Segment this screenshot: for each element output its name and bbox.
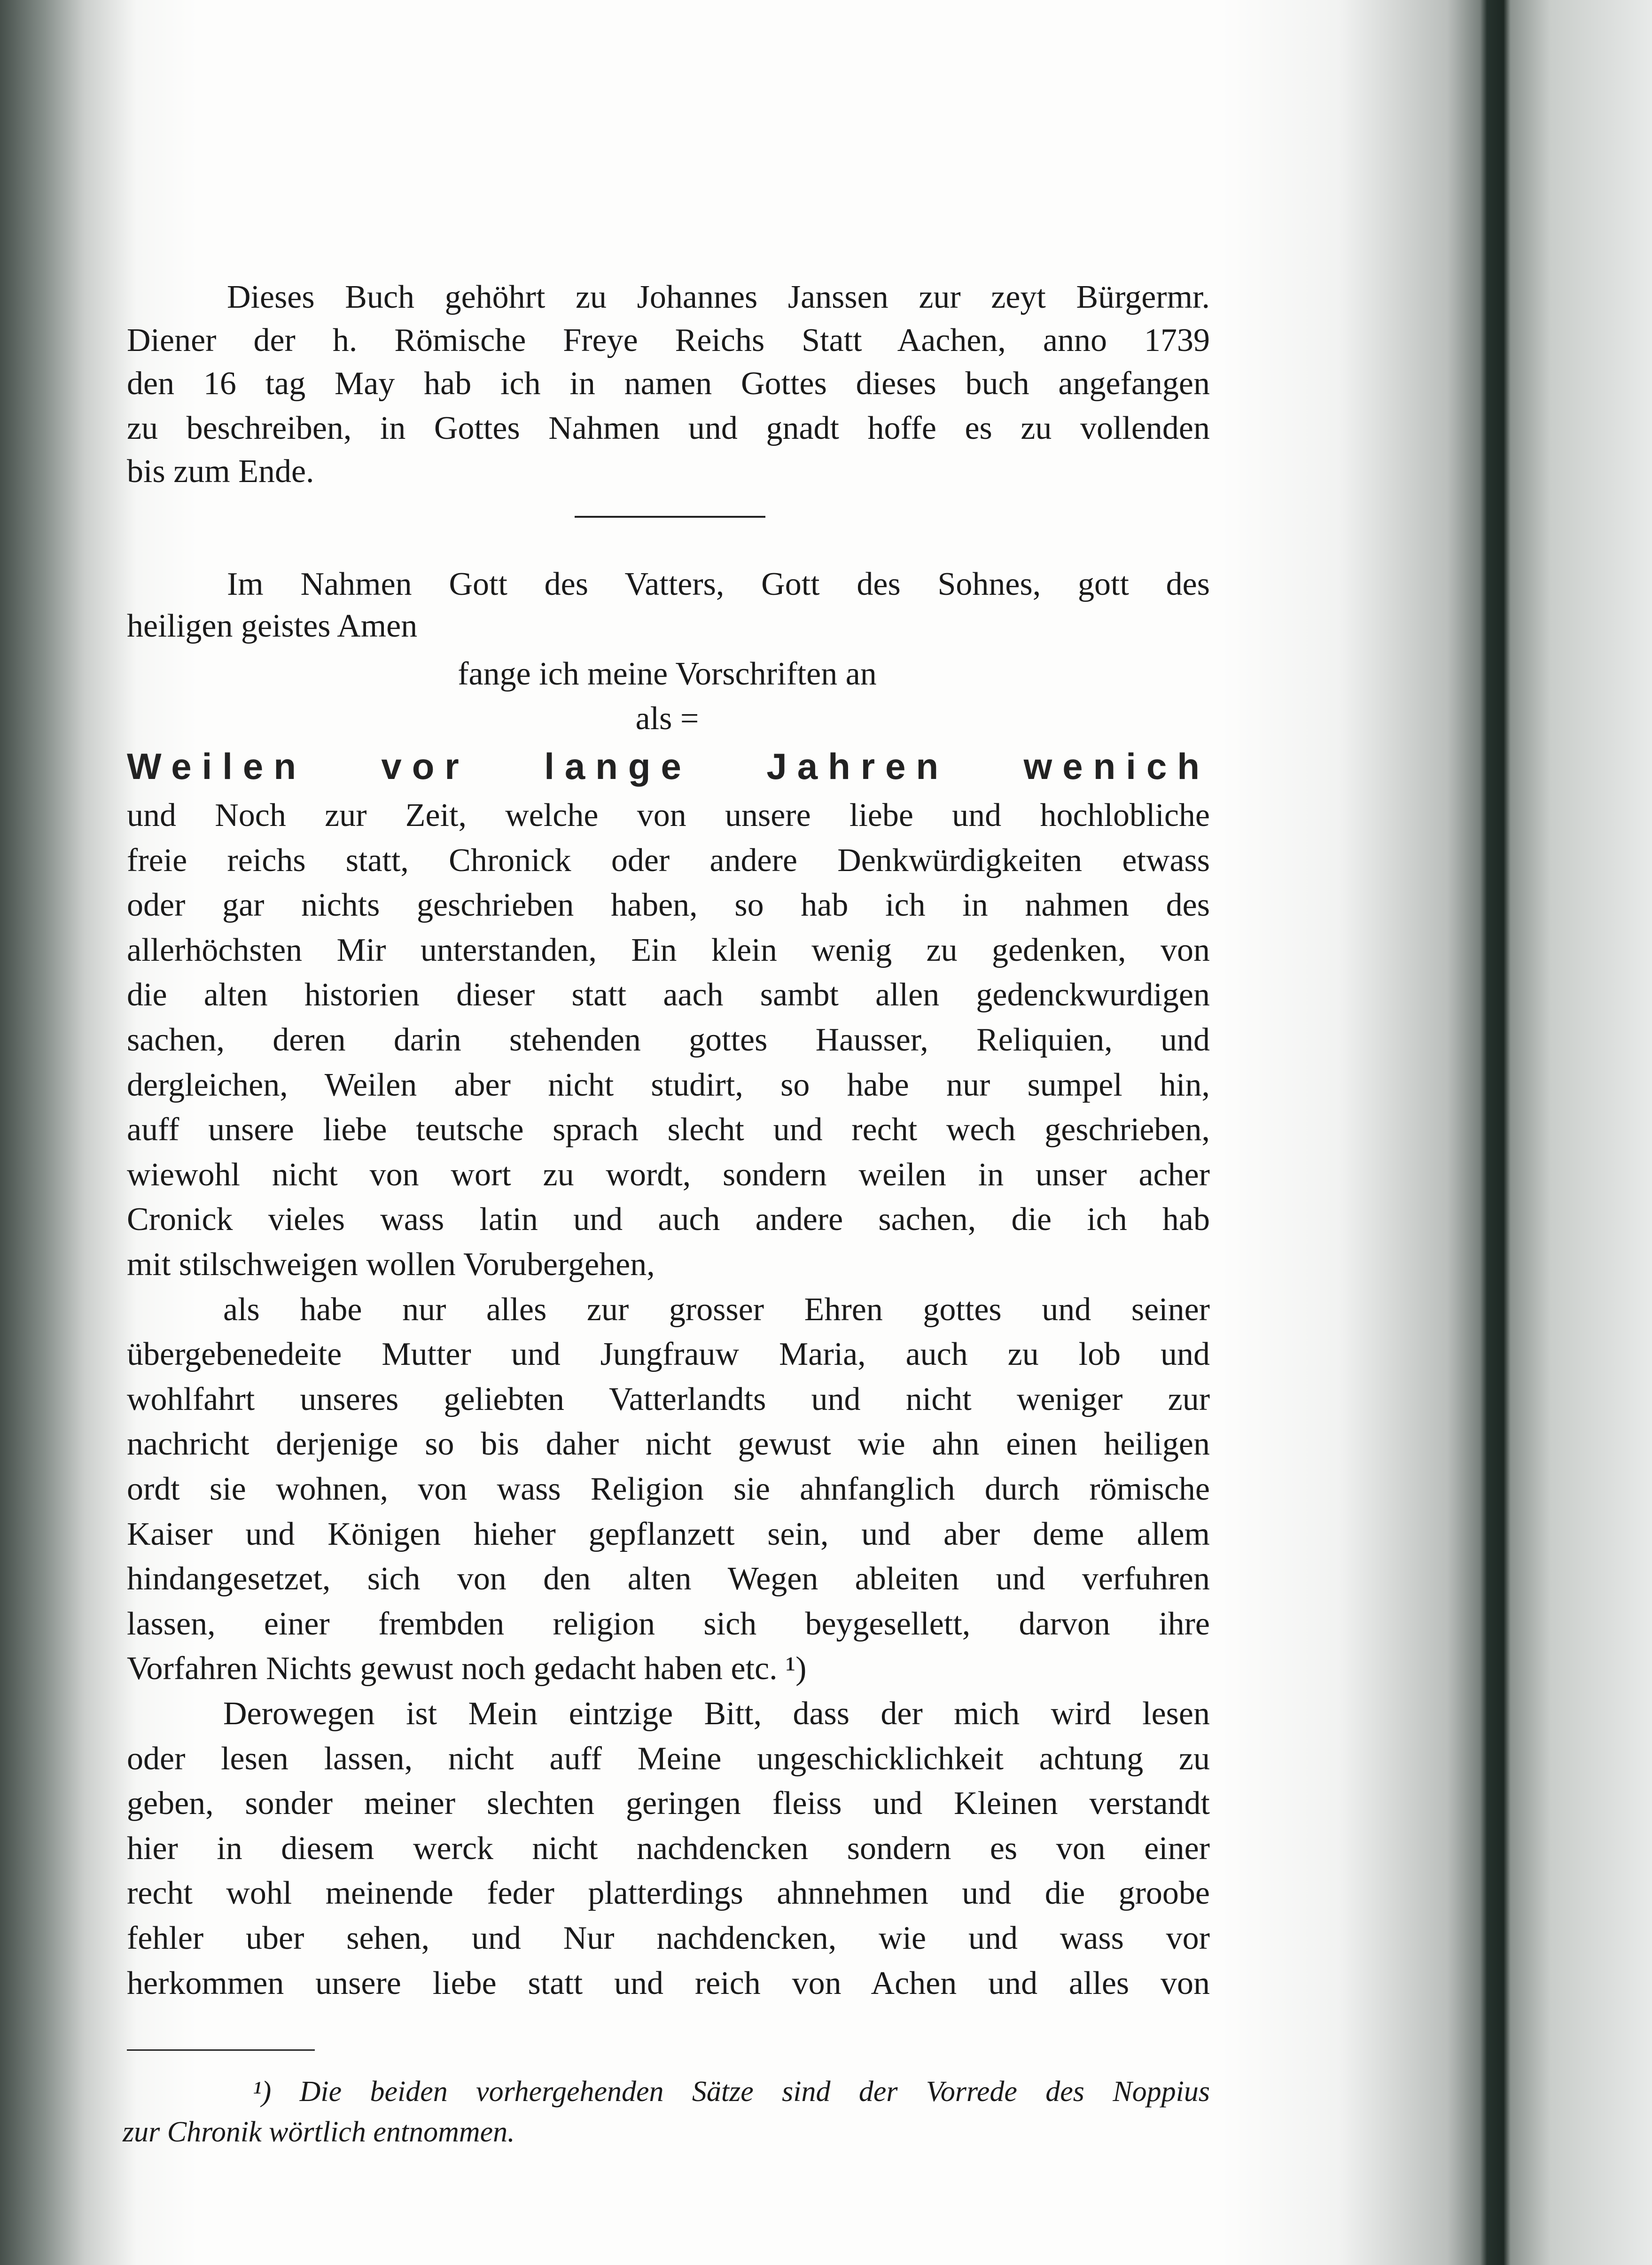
footnote-divider	[127, 2049, 315, 2051]
intro-line: den 16 tag May hab ich in namen Gottes dieses buch angefangen	[127, 366, 1210, 402]
intro-line: zu beschreiben, in Gottes Nahmen und gnadt hoffe es zu vollenden	[127, 410, 1210, 446]
footnote-line: zur Chronik wörtlich entnommen.	[123, 2116, 515, 2148]
body-line: recht wohl meinende feder platterdings ahnnehmen und die groobe	[127, 1875, 1210, 1912]
body-line: Cronick vieles wass latin und auch andere sachen, die ich hab	[127, 1201, 1210, 1238]
body-line: herkommen unsere liebe statt und reich von Achen und alles von	[127, 1965, 1210, 2001]
body-line: die alten historien dieser statt aach sambt allen gedenckwurdigen	[127, 977, 1210, 1013]
body-line: hindangesetzet, sich von den alten Wegen ableiten und verfuhren	[127, 1561, 1210, 1597]
body-line: lassen, einer frembden religion sich beygesellett, darvon ihre	[127, 1605, 1210, 1642]
body-line: wohlfahrt unseres geliebten Vatterlandts und nicht weniger zur	[127, 1381, 1210, 1417]
invocation-centered-line: fange ich meine Vorschriften an	[458, 656, 877, 692]
body-line: Kaiser und Königen hieher gepflanzett sein, und aber deme allem	[127, 1516, 1210, 1552]
body-line: oder gar nichts geschrieben haben, so hab ich in nahmen des	[127, 887, 1210, 924]
body-line: oder lesen lassen, nicht auff Meine ungeschicklichkeit achtung zu	[127, 1740, 1210, 1777]
footnote-line: ¹) Die beiden vorhergehenden Sätze sind der Vorrede des Noppius	[253, 2076, 1210, 2108]
body-line: ordt sie wohnen, von wass Religion sie ahnfanglich durch römische	[127, 1471, 1210, 1507]
intro-line: bis zum Ende.	[127, 453, 314, 490]
body-line: wiewohl nicht von wort zu wordt, sondern weilen in unser acher	[127, 1156, 1210, 1193]
body-line: auff unsere liebe teutsche sprach slecht und recht wech geschrieben,	[127, 1112, 1210, 1148]
body-line: sachen, deren darin stehenden gottes Hausser, Reliquien, und	[127, 1022, 1210, 1058]
body-line: übergebenedeite Mutter und Jungfrauw Maria, auch zu lob und	[127, 1336, 1210, 1373]
intro-line: Diener der h. Römische Freye Reichs Statt Aachen, anno 1739	[127, 322, 1210, 358]
invocation-line: Im Nahmen Gott des Vatters, Gott des Sohnes, gott des	[227, 566, 1210, 602]
body-line: als habe nur alles zur grosser Ehren gottes und seiner	[223, 1291, 1210, 1328]
body-line: dergleichen, Weilen aber nicht studirt, so habe nur sumpel hin,	[127, 1066, 1210, 1103]
spaced-heading: Weilen vor lange Jahren wenich	[127, 746, 1210, 787]
body-line: freie reichs statt, Chronick oder andere Denkwürdigkeiten etwass	[127, 842, 1210, 879]
body-line: hier in diesem werck nicht nachdencken sondern es von einer	[127, 1830, 1210, 1867]
body-line: und Noch zur Zeit, welche von unsere liebe und hochlobliche	[127, 797, 1210, 833]
body-line: nachricht derjenige so bis daher nicht gewust wie ahn einen heiligen	[127, 1426, 1210, 1463]
invocation-line: heiligen geistes Amen	[127, 608, 418, 644]
body-line: geben, sonder meiner slechten geringen fleiss und Kleinen verstandt	[127, 1785, 1210, 1822]
invocation-centered-line: als =	[635, 701, 699, 737]
intro-line: Dieses Buch gehöhrt zu Johannes Janssen zur zeyt Bürgermr.	[227, 279, 1210, 315]
body-line: mit stilschweigen wollen Vorubergehen,	[127, 1246, 655, 1283]
body-line: Vorfahren Nichts gewust noch gedacht haben etc. ¹)	[127, 1650, 807, 1687]
body-line: fehler uber sehen, und Nur nachdencken, wie und wass vor	[127, 1920, 1210, 1956]
section-divider	[575, 516, 765, 518]
body-line: allerhöchsten Mir unterstanden, Ein klein wenig zu gedenken, von	[127, 932, 1210, 968]
body-line: Derowegen ist Mein eintzige Bitt, dass der mich wird lesen	[223, 1696, 1210, 1732]
